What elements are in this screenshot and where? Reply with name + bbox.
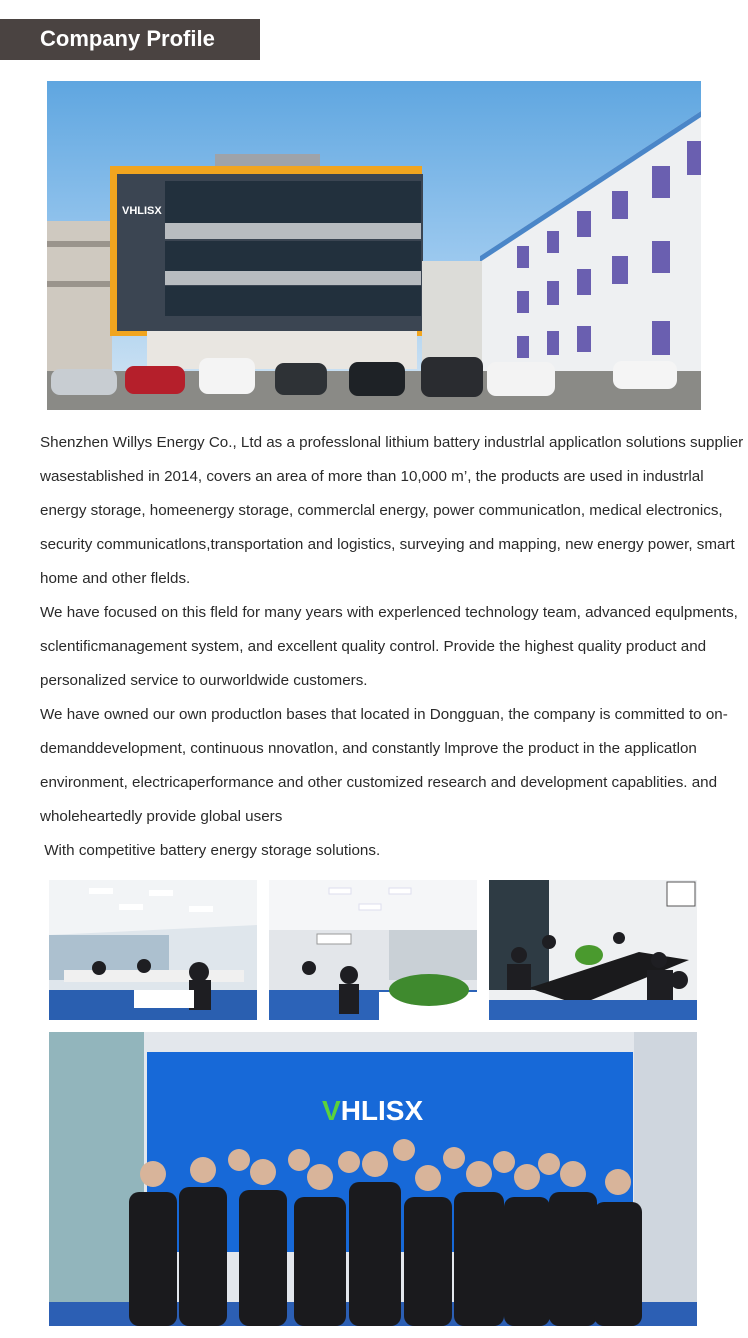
description-paragraph-2: We have focused on this fleld for many years with experlenced technology team, advanced equlpments, sclentificmanagement system, and excellent quality control. Provide the highest quality product and personalized service to ourworldwide customers.	[40, 604, 738, 689]
section-title-bar	[0, 19, 260, 60]
meeting-room-photo	[489, 880, 697, 1020]
description-paragraph-4: With competitive battery energy storage solutions.	[40, 842, 381, 859]
company-description	[40, 426, 745, 868]
description-paragraph-3: We have owned our own productlon bases that located in Dongguan, the company is committed to on-demanddevelopment, continuous nnovatlon, and constantly lmprove the product in the applicatlon environment, electricaperformance and other customized research and development capablities. and wholeheartedly provide global users	[40, 706, 728, 825]
team-photo	[49, 1032, 697, 1326]
building-logo: VHLISX	[122, 205, 162, 217]
office-photo-2	[269, 880, 477, 1020]
section-title: Company Profile	[40, 26, 215, 51]
office-photo-1	[49, 880, 257, 1020]
company-building-photo	[47, 81, 701, 410]
team-wall-logo: VHLISX	[322, 1095, 424, 1126]
description-paragraph-1: Shenzhen Willys Energy Co., Ltd as a professlonal lithium battery industrlal applicatlon solutions supplier wasestablished in 2014, covers an area of more than 10,000 m’, the products are used in industrlal energy storage, homeenergy storage, commerclal energy, power communicatlon, medical electronics, security communicatlons,transportation and logistics, surveying and mapping, new energy power, smart home and other flelds.	[40, 434, 744, 587]
